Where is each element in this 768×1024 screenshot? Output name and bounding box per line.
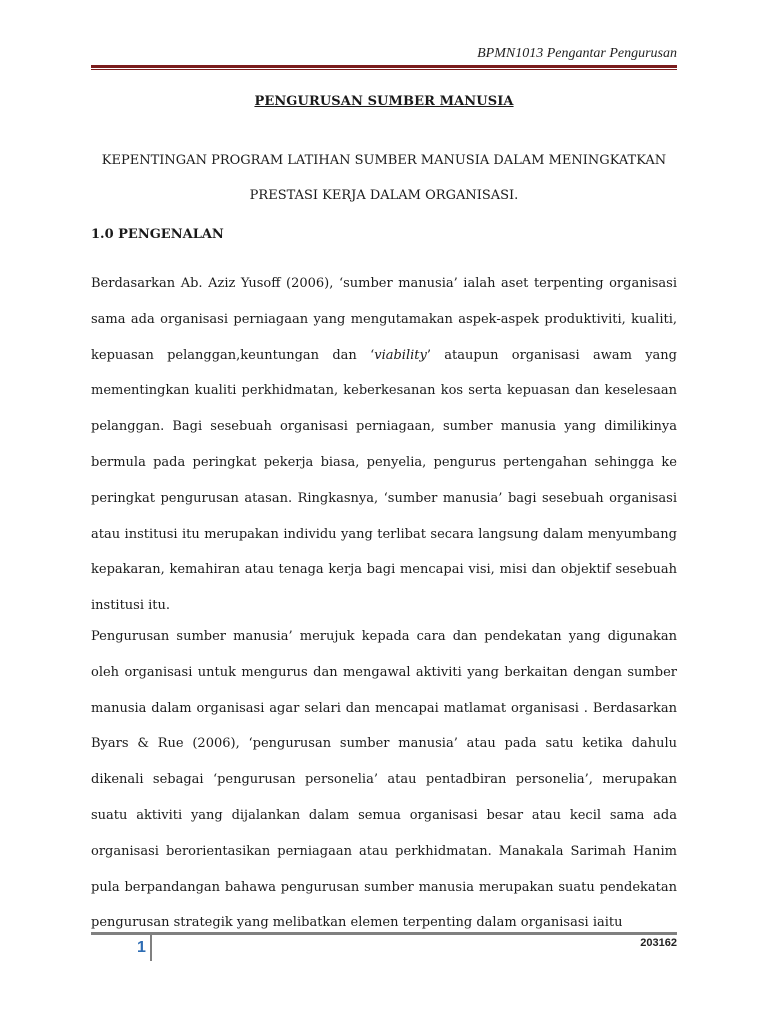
footer-code: 203162: [640, 937, 677, 949]
document-subtitle: [91, 143, 677, 213]
paragraph-1-part-1: Berdasarkan Ab. Aziz Yusoff (2006), ‘sumber manusia’ ialah aset terpenting organisasi sama ada organisasi perniagaan yang mengutamakan aspek-aspek produktiviti, kualiti, kepuasan pelanggan,keuntungan dan ‘: [91, 276, 677, 363]
footer-rule: [91, 932, 677, 935]
section-heading: 1.0 PENGENALAN: [91, 227, 224, 242]
page-number-separator: [150, 935, 152, 961]
document-title: PENGURUSAN SUMBER MANUSIA: [254, 94, 514, 109]
paragraph-2: Pengurusan sumber manusia’ merujuk kepada cara dan pendekatan yang digunakan oleh organisasi untuk mengurus dan mengawal aktiviti yang berkaitan dengan sumber manusia dalam organisasi agar selari dan mencapai matlamat organisasi . Berdasarkan Byars & Rue (2006), ‘pengurusan sumber manusia’ atau pada satu ketika dahulu dikenali sebagai ‘pengurusan personelia’ atau pentadbiran personelia’, merupakan suatu aktiviti yang dijalankan dalam semua organisasi besar atau kecil sama ada organisasi berorientasikan perniagaan atau perkhidmatan. Manakala Sarimah Hanim pula berpandangan bahawa pengurusan sumber manusia merupakan suatu pendekatan pengurusan strategik yang melibatkan elemen terpenting dalam organisasi iaitu: [91, 629, 677, 931]
running-header: BPMN1013 Pengantar Pengurusan: [477, 46, 677, 61]
header-rule-thin: [91, 69, 677, 70]
subtitle-line-2: PRESTASI KERJA DALAM ORGANISASI.: [249, 188, 519, 203]
paragraph-1-italic-term: viability: [374, 347, 427, 363]
header-rule-thick: [91, 65, 677, 68]
paragraph-1-part-2: ’ ataupun organisasi awam yang mementingkan kualiti perkhidmatan, keberkesanan kos serta kepuasan dan keselesaan pelanggan. Bagi sesebuah organisasi perniagaan, sumber manusia yang dimilikinya bermula pada peringkat pekerja biasa, penyelia, pengurus pertengahan sehingga ke peringkat pengurusan atasan. Ringkasnya, ‘sumber manusia’ bagi sesebuah organisasi atau institusi itu merupakan individu yang terlibat secara langsung dalam menyumbang kepakaran, kemahiran atau tenaga kerja bagi mencapai visi, misi dan objektif sesebuah institusi itu.: [91, 347, 677, 614]
page-number: 1: [137, 939, 146, 956]
subtitle-line-1: KEPENTINGAN PROGRAM LATIHAN SUMBER MANUSIA DALAM MENINGKATKAN: [101, 153, 667, 168]
paragraph-1: [91, 266, 677, 624]
